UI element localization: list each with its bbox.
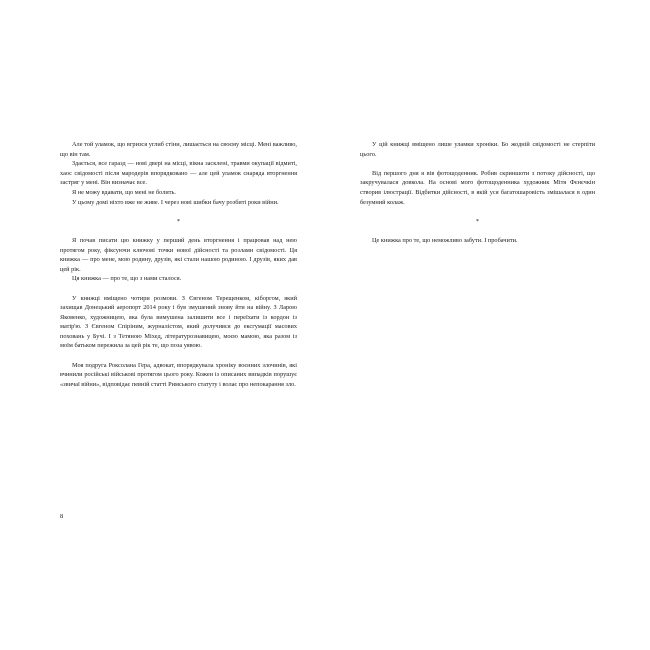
- paragraph: Це книжка про те, що неможливо забути. І пробачити.: [372, 236, 518, 244]
- paragraph: Але той уламок, що вгризся углиб стіни, лишається на своєму місці. Мені важливо, що він там.: [60, 141, 297, 158]
- section-divider: *: [475, 217, 480, 225]
- section-divider: *: [176, 217, 181, 225]
- paragraph: У книжці вміщено чотири розмови. З Євгеном Терещенком, кіборгом, який захищав Донецький аеропорт 2014 року і був змушений знову йти на війну. З Ларою Яковенко, художницею, яка була вимушена залишити все і переїхати із кордон із матір'ю. З Євгеном Спіріним, журналістом, який долучився до ексгумації масових поховань у Бучі. І з Тетяною Міхед, літературознавицею, моєю мамою, яка разом із моїм батьком пережила за цей рік те, що поза уявою.: [60, 294, 297, 350]
- page-number: 8: [60, 513, 64, 520]
- paragraph: У цій книжці вміщено лише уламки хроніки. Бо жодній свідомості не стерпіти цього.: [360, 141, 595, 158]
- paragraph: Я почав писати цю книжку у перший день вторгнення і працював над нею протягом року, фіксуючи ключові точки нової дійсності та розламн свідомості. Ця книжка — про мене, мою родину, друзів, які стали нашою родиною. І друзів, яких дав цей рік.: [60, 236, 297, 273]
- two-column-spread: [0, 140, 650, 389]
- right-text-column: [325, 140, 650, 246]
- paragraph: У цьому домі ніхто вже не живе. І через нові шибки бачу розбиті роки війни.: [72, 198, 279, 206]
- paragraph: Здається, все гаразд — нові двері на місці, вікна засклені, травми окупації відмиті, хаос свідомості після мародерів впорядковано — але цей уламок снаряда вторгнення застряг у мені. Він визначає все.: [60, 160, 297, 187]
- paragraph: Я не можу вдавати, що мені не болить.: [72, 188, 176, 196]
- left-text-column: [0, 140, 325, 389]
- paragraph: Моя подруга Роксолана Гера, адвокат, впорядкувала хроніку воєнних злочинів, які вчинили російські військові протягом цього року. Кожен із описаних випадків порушує «звичаї війни», відповідає певній статті Римського статуту і волає про непокарання зло.: [60, 361, 297, 388]
- paragraph: Від першого дня я вів фотощоденник. Робив скриншоти з потоку дійсності, що закручувалася довкола. На основі мого фотощоденника художник Мітя Фєнєчкін створив ілюстрації. Відбитки дійсності, в якій уся багатошаровість змішалася в один безумний колаж.: [360, 169, 595, 206]
- paragraph: Ця книжка — про те, що з нами сталося.: [72, 275, 182, 283]
